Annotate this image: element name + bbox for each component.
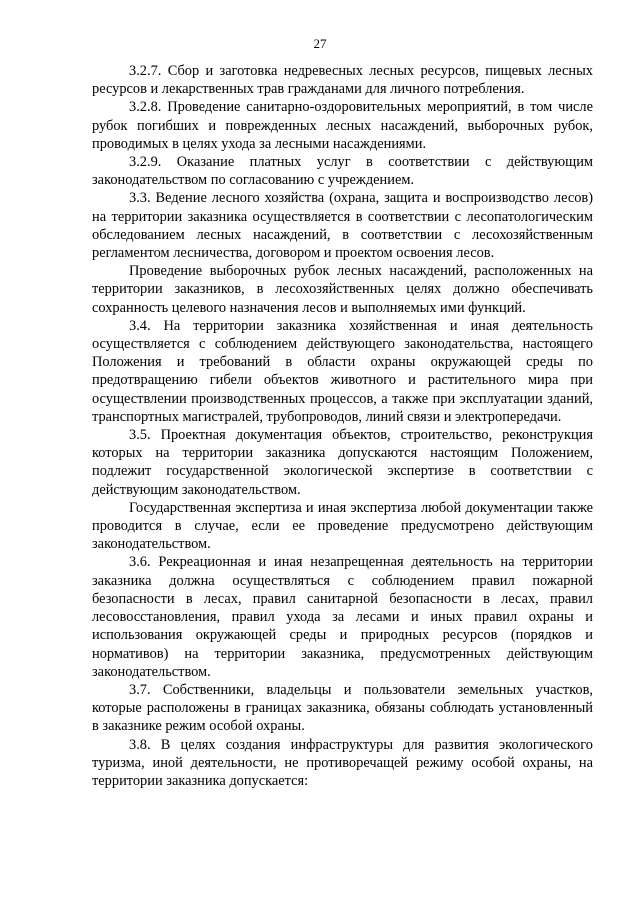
- paragraph-3-8: 3.8. В целях создания инфраструктуры для развития экологического туризма, иной деятельности, не противоречащей режиму особой охраны, на территории заказника допускается:: [92, 736, 593, 789]
- paragraph-3-2-7: 3.2.7. Сбор и заготовка недревесных лесных ресурсов, пищевых лесных ресурсов и лекарственных трав гражданами для личного потребления.: [92, 63, 593, 98]
- paragraph-3-5: 3.5. Проектная документация объектов, строительство, реконструкция которых на территории заказника допускаются настоящим Положением, подлежит государственной экологической экспертизе в соответствии с действующим законодательством.: [92, 427, 593, 498]
- paragraph-3-7: 3.7. Собственники, владельцы и пользователи земельных участков, которые расположены в границах заказника, обязаны соблюдать установленный в заказнике режим особой охраны.: [92, 681, 593, 735]
- paragraph-3-2-9: 3.2.9. Оказание платных услуг в соответствии с действующим законодательством по согласованию с учреждением.: [92, 154, 593, 189]
- paragraph-3-3-continued: Проведение выборочных рубок лесных насаждений, расположенных на территории заказников, в лесохозяйственных целях должно обеспечивать сохранность целевого назначения лесов и выполняемых ими функций.: [92, 263, 593, 316]
- paragraph-3-4: 3.4. На территории заказника хозяйственная и иная деятельность осуществляется с соблюдением действующего законодательства, настоящего Положения и требований в области охраны окружающей среды по предотвращению гибели объектов животного и растительного мира при осуществлении производственных процессов, а также при эксплуатации зданий, транспортных магистралей, трубопроводов, линий связи и электропередачи.: [92, 317, 593, 425]
- paragraph-3-5-continued: Государственная экспертиза и иная экспертиза любой документации также проводится в случае, если ее проведение предусмотрено действующим законодательством.: [92, 499, 593, 553]
- paragraph-3-2-8: 3.2.8. Проведение санитарно-оздоровительных мероприятий, в том числе рубок погибших и поврежденных лесных насаждений, выборочных рубок, проводимых в целях ухода за лесными насаждениями.: [92, 99, 593, 152]
- document-body: [92, 62, 593, 790]
- page-number: 27: [313, 36, 327, 51]
- paragraph-3-6: 3.6. Рекреационная и иная незапрещенная деятельность на территории заказника должна осуществляться с соблюдением правил пожарной безопасности в лесах, правил санитарной безопасности в лесах, правил лесовосстановления, правил ухода за лесами и иных правил охраны и использования окружающей среды и природных ресурсов (порядков и нормативов) на территории заказника, предусмотренных действующим законодательством.: [92, 554, 593, 680]
- paragraph-3-3: 3.3. Ведение лесного хозяйства (охрана, защита и воспроизводство лесов) на территории заказника осуществляется в соответствии с лесопатологическим обследованием лесных насаждений, в соответствии с лесохозяйственным регламентом лесничества, договором и проектом освоения лесов.: [92, 190, 593, 262]
